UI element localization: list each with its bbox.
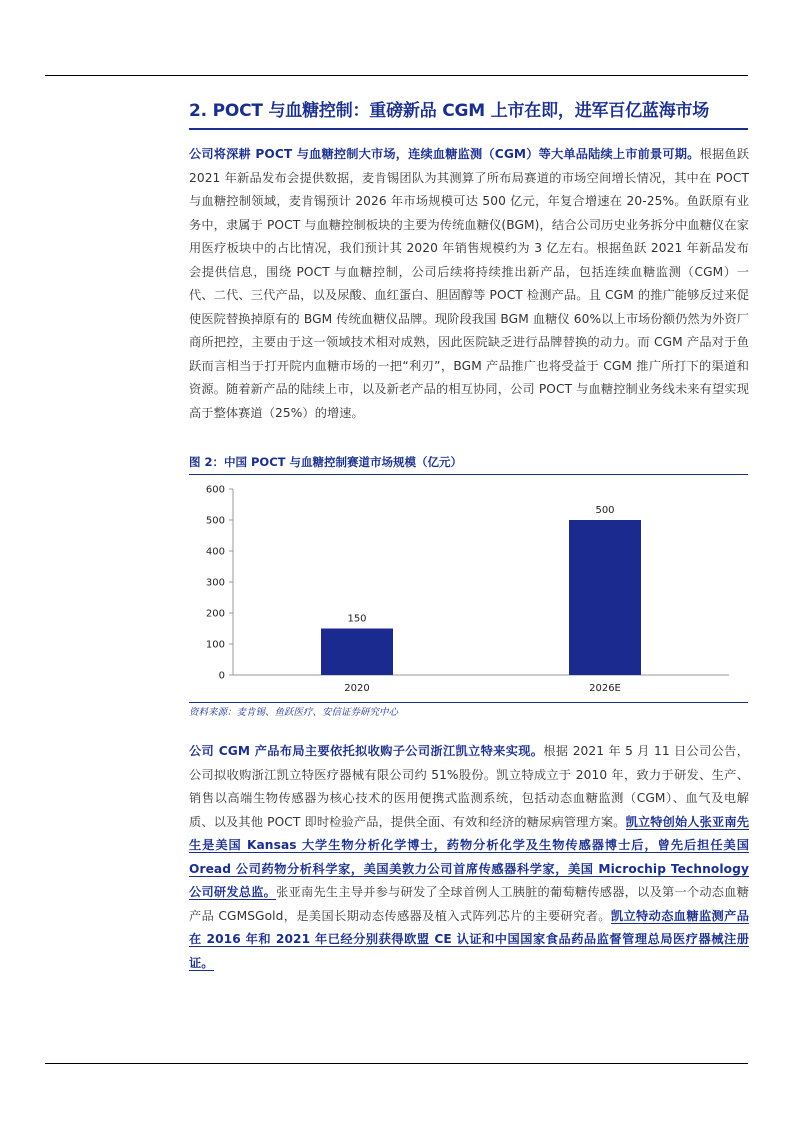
source-rule [189,702,748,703]
paragraph-body: 张亚南先生主导并参与研发了全球首例人工胰脏的葡萄糖传感器，以及第一个动态血糖产品 CGMSGold，是美国长期动态传感器及植入式阵列芯片的主要研究者。 [189,885,749,923]
figure-source: 资料来源：麦肯锡、鱼跃医疗、安信证券研究中心 [189,707,399,718]
paragraph-cgm-acquisition [189,740,749,975]
highlight-certification: 凯立特动态血糖监测产品在 2016 年和 2021 年已经分别获得欧盟 CE 认证和中国国家食品药品监督管理总局医疗器械注册证。 [189,908,749,970]
header-rule [45,75,748,76]
paragraph-poct-market [189,143,749,425]
y-tick-label: 0 [218,670,225,682]
bar-chart-svg [189,476,749,700]
figure-title-rule [189,474,748,475]
y-tick-label: 100 [205,639,225,651]
bars-group [321,505,641,694]
paragraph-body: 根据 2021 年 5 月 11 日公司公告，公司拟收购浙江凯立特医疗器械有限公司约 51%股份。凯立特成立于 2010 年，致力于研发、生产、销售以高端生物传感器为核心技术的医用便携式监测系统，包括动态血糖监测（CGM）、血气及电解质、以及其他 POCT 即时检验产品，提供全面、有效和经济的糖尿病管理方案。 [189,744,750,829]
footer-rule [45,1063,748,1064]
data-label: 150 [347,613,367,625]
market-size-chart [189,476,749,700]
data-label: 500 [595,505,615,516]
paragraph-body: 根据鱼跃 2021 年新品发布会提供数据，麦肯锡团队为其测算了所布局赛道的市场空间增长情况，其中在 POCT 与血糖控制领域，麦肯锡预计 2026 年市场规模可达 500 亿元，年复合增速在 20-25%。鱼跃原有业务中，隶属于 POCT 与血糖控制板块的主要为传统血糖仪(BGM)，结合公司历史业务拆分中血糖仪在家用医疗板块中的占比情况，我们预计其 2020 年销售规模约为 3 亿左右。根据鱼跃 2021 年新品发布会提供信息，围绕 POCT 与血糖控制，公司后续将持续推出新产品，包括连续血糖监测（CGM）一代、二代、三代产品，以及尿酸、血红蛋白、胆固醇等 POCT 检测产品。且 CGM 的推广能够反过来促使医院替换掉原有的 BGM 传统血糖仪品牌。现阶段我国 BGM 血糖仪 60%以上市场份额仍然为外资厂商所把控，主要由于这一领域技术相对成熟，因此医院缺乏进行品牌替换的动力。而 CGM 产品对于鱼跃而言相当于打开院内血糖市场的一把“利刃”，BGM 产品推广也将受益于 CGM 推广所打下的渠道和资源。随着新产品的陆续上市，以及新老产品的相互协同，公司 POCT 与血糖控制业务线未来有望实现高于整体赛道（25%）的增速。 [189,147,750,420]
x-category-label: 2026E [589,683,621,694]
highlight-founder: 凯立特创始人张亚南先生是美国 Kansas 大学生物分析化学博士，药物分析化学及生物传感器博士后，曾先后担任美国 Oread 公司药物分析科学家，美国美敦力公司首席传感器科学家，美国 Microchip Technology 公司研发总监。 [189,814,749,899]
y-tick-label: 500 [205,515,225,527]
y-tick-label: 200 [205,608,225,620]
paragraph-lead: 公司将深耕 POCT 与血糖控制大市场，连续血糖监测（CGM）等大单品陆续上市前景可期。 [189,147,700,161]
bar-2020 [321,629,393,676]
y-tick-label: 600 [205,484,225,496]
x-category-label: 2020 [344,683,370,694]
y-tick-label: 400 [205,546,225,558]
y-axis-ticks [206,485,233,682]
section-title-underline [189,128,748,130]
figure-title: 图 2：中国 POCT 与血糖控制赛道市场规模（亿元） [189,455,462,469]
bar-2026E [569,520,641,675]
section-title: 2. POCT 与血糖控制：重磅新品 CGM 上市在即，进军百亿蓝海市场 [189,101,710,121]
y-tick-label: 300 [205,577,225,589]
paragraph-lead: 公司 CGM 产品布局主要依托拟收购子公司浙江凯立特来实现。 [189,744,544,758]
